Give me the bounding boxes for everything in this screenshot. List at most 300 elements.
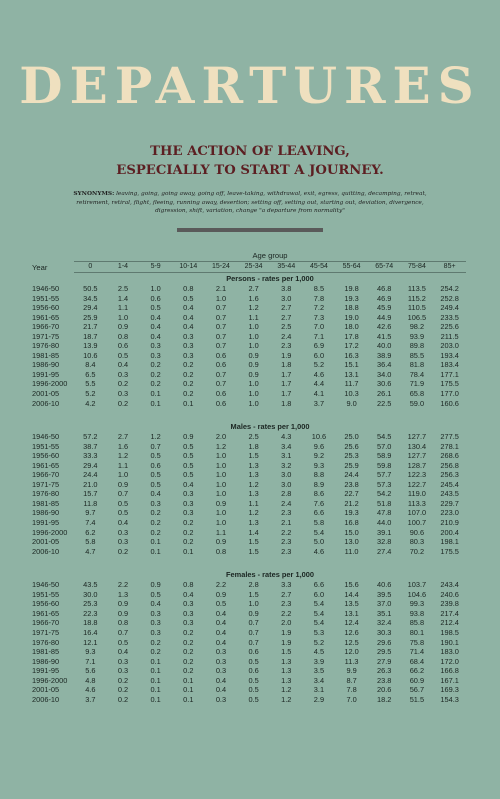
rate-cell: 243.5 bbox=[440, 489, 459, 499]
rate-cell: 0.2 bbox=[117, 694, 129, 704]
rate-cell: 9.6 bbox=[313, 441, 325, 451]
rate-cell: 98.2 bbox=[409, 322, 425, 332]
year-cell: 1981-85 bbox=[32, 498, 60, 508]
rate-cell: 0.2 bbox=[150, 518, 161, 528]
rate-cell: 0.4 bbox=[150, 599, 161, 609]
rate-cell: 4.8 bbox=[85, 675, 96, 685]
rate-cell: 3.8 bbox=[281, 284, 292, 293]
rate-cell: 25.9 bbox=[344, 460, 359, 470]
rate-cell: 3.1 bbox=[313, 685, 325, 695]
rate-cell: 0.3 bbox=[215, 694, 227, 704]
rate-cell: 54.2 bbox=[377, 489, 392, 499]
rate-cell: 0.4 bbox=[183, 312, 194, 322]
rate-cell: 3.5 bbox=[313, 666, 325, 676]
rate-cell: 223.0 bbox=[440, 508, 459, 518]
rate-cell: 17.2 bbox=[344, 341, 359, 351]
rate-cell: 1.0 bbox=[215, 508, 227, 518]
rate-cell: 15.1 bbox=[344, 360, 359, 370]
rate-cell: 39.1 bbox=[377, 527, 392, 537]
rate-cell: 17.8 bbox=[344, 331, 359, 341]
rate-cell: 8.8 bbox=[313, 470, 325, 480]
rate-cell: 19.3 bbox=[344, 293, 359, 303]
rate-cell: 0.7 bbox=[215, 331, 227, 341]
age-group-header-cell: 55-64 bbox=[335, 262, 368, 273]
rate-cell: 8.7 bbox=[346, 675, 357, 685]
rate-cell: 100.7 bbox=[407, 518, 427, 528]
rate-cell: 200.4 bbox=[440, 527, 459, 537]
rate-cell: 0.2 bbox=[183, 647, 194, 657]
year-cell: 2001-05 bbox=[32, 685, 60, 695]
rate-cell: 20.6 bbox=[377, 685, 392, 695]
year-cell: 1976-80 bbox=[32, 489, 60, 499]
rate-cell: 0.9 bbox=[215, 537, 227, 547]
rate-cell: 0.7 bbox=[117, 489, 129, 499]
rate-cell: 0.5 bbox=[183, 451, 194, 461]
table-row bbox=[30, 609, 466, 619]
year-cell: 2001-05 bbox=[32, 389, 60, 399]
rate-cell: 278.1 bbox=[440, 441, 459, 451]
rate-cell: 11.8 bbox=[83, 498, 98, 508]
rate-cell: 10.6 bbox=[311, 432, 327, 442]
rate-cell: 0.1 bbox=[150, 694, 161, 704]
rate-cell: 9.2 bbox=[313, 451, 325, 461]
rate-cell: 26.3 bbox=[377, 666, 392, 676]
table-row bbox=[30, 294, 466, 304]
rate-cell: 239.8 bbox=[440, 599, 459, 609]
section-title-spacer bbox=[30, 421, 74, 432]
table-row bbox=[30, 499, 466, 509]
rate-cell: 1.2 bbox=[281, 694, 292, 704]
rate-cell: 57.7 bbox=[377, 470, 392, 480]
rate-cell: 1.3 bbox=[248, 460, 259, 470]
rate-cell: 0.3 bbox=[117, 656, 129, 666]
rate-cell: 0.4 bbox=[150, 331, 161, 341]
age-group-header-cell: 0 bbox=[74, 262, 107, 273]
rate-cell: 0.9 bbox=[117, 322, 129, 332]
rate-cell: 1.8 bbox=[248, 441, 259, 451]
rate-cell: 122.7 bbox=[407, 479, 427, 489]
rate-cell: 51.5 bbox=[409, 694, 425, 704]
rate-cell: 0.2 bbox=[183, 389, 194, 399]
rate-cell: 2.5 bbox=[248, 432, 259, 442]
table-row bbox=[30, 432, 466, 442]
rate-cell: 0.3 bbox=[215, 656, 227, 666]
rate-cell: 7.0 bbox=[346, 694, 357, 704]
rate-cell: 2.5 bbox=[281, 322, 292, 332]
rate-cell: 0.3 bbox=[150, 498, 161, 508]
rate-cell: 0.5 bbox=[117, 350, 129, 360]
rate-cell: 5.4 bbox=[313, 618, 325, 628]
rate-cell: 30.0 bbox=[83, 589, 98, 599]
section-title: Males - rates per 1,000 bbox=[230, 422, 310, 432]
rate-cell: 122.3 bbox=[407, 470, 427, 480]
table-row bbox=[30, 508, 466, 518]
rate-cell: 1.4 bbox=[248, 527, 259, 537]
rate-cell: 0.9 bbox=[248, 350, 259, 360]
rate-cell: 177.0 bbox=[440, 389, 459, 399]
rate-cell: 1.0 bbox=[215, 451, 227, 461]
rate-cell: 172.0 bbox=[440, 656, 459, 666]
rate-cell: 0.3 bbox=[183, 341, 194, 351]
table-row bbox=[30, 470, 466, 480]
rate-cell: 0.4 bbox=[117, 360, 129, 370]
year-cell: 1951-55 bbox=[32, 293, 60, 303]
section-title: Females - rates per 1,000 bbox=[226, 570, 314, 580]
rate-cell: 0.2 bbox=[150, 379, 161, 389]
rate-cell: 75.8 bbox=[409, 637, 425, 647]
rate-cell: 0.5 bbox=[150, 303, 161, 313]
rate-cell: 210.9 bbox=[440, 518, 459, 528]
rate-cell: 6.6 bbox=[313, 508, 325, 518]
rate-cell: 0.9 bbox=[215, 498, 227, 508]
rate-cell: 0.9 bbox=[117, 608, 129, 618]
rate-cell: 1.9 bbox=[281, 350, 292, 360]
rate-cell: 1.2 bbox=[215, 441, 227, 451]
section-title: Persons - rates per 1,000 bbox=[226, 274, 314, 283]
year-cell: 1971-75 bbox=[32, 479, 60, 489]
table-row bbox=[30, 547, 466, 557]
rate-cell: 0.5 bbox=[150, 470, 161, 480]
rate-cell: 5.8 bbox=[85, 537, 96, 547]
rate-cell: 0.2 bbox=[150, 360, 161, 370]
rate-cell: 240.6 bbox=[440, 589, 459, 599]
rate-cell: 0.3 bbox=[117, 537, 129, 547]
rate-cell: 0.5 bbox=[150, 451, 161, 461]
rate-cell: 47.8 bbox=[377, 508, 392, 518]
rate-cell: 0.8 bbox=[183, 580, 194, 590]
rate-cell: 16.3 bbox=[344, 350, 359, 360]
rate-cell: 7.0 bbox=[313, 322, 325, 332]
rate-cell: 2.2 bbox=[117, 580, 129, 590]
rate-cell: 85.5 bbox=[409, 350, 425, 360]
rate-cell: 3.1 bbox=[281, 451, 292, 461]
rate-cell: 19.8 bbox=[344, 284, 359, 293]
year-cell: 1966-70 bbox=[32, 322, 60, 332]
rate-cell: 107.0 bbox=[407, 508, 427, 518]
rate-cell: 0.1 bbox=[183, 685, 194, 695]
rate-cell: 0.6 bbox=[215, 398, 227, 408]
rate-cell: 6.0 bbox=[313, 350, 325, 360]
rate-cell: 0.7 bbox=[248, 637, 259, 647]
year-cell: 1946-50 bbox=[32, 580, 60, 590]
year-cell: 1956-60 bbox=[32, 599, 60, 609]
rate-cell: 18.8 bbox=[83, 618, 98, 628]
table-row bbox=[30, 322, 466, 332]
rate-cell: 2.7 bbox=[281, 312, 292, 322]
rate-cell: 5.4 bbox=[313, 527, 325, 537]
rate-cell: 1.5 bbox=[248, 451, 259, 461]
rate-cell: 15.0 bbox=[344, 527, 359, 537]
rate-cell: 85.8 bbox=[409, 618, 425, 628]
rate-cell: 0.4 bbox=[215, 618, 227, 628]
rate-cell: 9.9 bbox=[346, 666, 357, 676]
rate-cell: 0.7 bbox=[215, 312, 227, 322]
rate-cell: 8.4 bbox=[85, 360, 96, 370]
rate-cell: 0.4 bbox=[150, 489, 161, 499]
rate-cell: 2.7 bbox=[117, 432, 129, 442]
rate-cell: 4.2 bbox=[85, 398, 96, 408]
rate-cell: 2.0 bbox=[215, 432, 227, 442]
rate-cell: 2.2 bbox=[281, 608, 292, 618]
rate-cell: 3.0 bbox=[281, 293, 292, 303]
rate-cell: 0.9 bbox=[117, 599, 129, 609]
rate-cell: 57.3 bbox=[377, 479, 392, 489]
rate-cell: 4.1 bbox=[313, 389, 325, 399]
rate-cell: 1.0 bbox=[215, 489, 227, 499]
rate-cell: 0.4 bbox=[183, 589, 194, 599]
rate-cell: 198.1 bbox=[440, 537, 459, 547]
rate-cell: 1.3 bbox=[248, 489, 259, 499]
rate-cell: 211.5 bbox=[440, 331, 459, 341]
rate-cell: 0.2 bbox=[117, 398, 129, 408]
rate-cell: 0.2 bbox=[183, 627, 194, 637]
synonyms-paragraph bbox=[62, 190, 438, 216]
section-spacer bbox=[30, 408, 466, 421]
rate-cell: 5.8 bbox=[313, 518, 325, 528]
rate-cell: 1.5 bbox=[248, 589, 259, 599]
table-body bbox=[30, 273, 466, 705]
rate-cell: 2.7 bbox=[248, 284, 259, 293]
rate-cell: 2.7 bbox=[281, 589, 292, 599]
rate-cell: 1.9 bbox=[281, 627, 292, 637]
rate-cell: 1.0 bbox=[117, 470, 129, 480]
rate-cell: 4.3 bbox=[281, 432, 292, 442]
rate-cell: 66.2 bbox=[409, 666, 425, 676]
rate-cell: 6.0 bbox=[313, 589, 325, 599]
table-row bbox=[30, 442, 466, 452]
rate-cell: 10.6 bbox=[83, 350, 98, 360]
rate-cell: 1.2 bbox=[281, 685, 292, 695]
rate-cell: 268.6 bbox=[440, 451, 459, 461]
rate-cell: 0.7 bbox=[248, 618, 259, 628]
rate-cell: 0.3 bbox=[183, 508, 194, 518]
rate-cell: 0.7 bbox=[215, 369, 227, 379]
age-group-header-cell: 25-34 bbox=[237, 262, 270, 273]
rate-cell: 3.7 bbox=[313, 398, 325, 408]
year-cell: 1996-2000 bbox=[32, 675, 68, 685]
rate-cell: 1.3 bbox=[248, 470, 259, 480]
year-cell: 2001-05 bbox=[32, 537, 60, 547]
rate-cell: 0.2 bbox=[117, 379, 129, 389]
rate-cell: 12.1 bbox=[83, 637, 98, 647]
age-group-header-cell: 45-54 bbox=[303, 262, 336, 273]
rate-cell: 0.5 bbox=[150, 479, 161, 489]
rate-cell: 16.8 bbox=[344, 518, 359, 528]
rate-cell: 1.5 bbox=[248, 546, 259, 556]
table-row bbox=[30, 580, 466, 590]
table-row bbox=[30, 360, 466, 370]
rate-cell: 90.6 bbox=[409, 527, 425, 537]
rate-cell: 43.5 bbox=[83, 580, 98, 590]
year-cell: 1996-2000 bbox=[32, 379, 68, 389]
section-title-row bbox=[30, 569, 466, 580]
rate-cell: 3.0 bbox=[281, 470, 292, 480]
rate-cell: 0.3 bbox=[183, 608, 194, 618]
rate-cell: 3.4 bbox=[281, 441, 292, 451]
rate-cell: 11.7 bbox=[344, 379, 359, 389]
rate-cell: 0.5 bbox=[248, 685, 259, 695]
rate-cell: 0.3 bbox=[117, 369, 129, 379]
rate-cell: 0.5 bbox=[183, 460, 194, 470]
rate-cell: 0.6 bbox=[117, 341, 129, 351]
rate-cell: 44.9 bbox=[377, 312, 392, 322]
rate-cell: 1.0 bbox=[248, 389, 259, 399]
rate-cell: 15.7 bbox=[83, 489, 98, 499]
rate-cell: 1.0 bbox=[248, 398, 259, 408]
rate-cell: 9.0 bbox=[346, 398, 357, 408]
rate-cell: 1.2 bbox=[117, 451, 129, 461]
rate-cell: 6.6 bbox=[313, 580, 325, 590]
rate-cell: 4.7 bbox=[85, 546, 96, 556]
rate-cell: 0.7 bbox=[117, 627, 129, 637]
rate-cell: 190.1 bbox=[440, 637, 459, 647]
table-row bbox=[30, 379, 466, 389]
year-cell: 1991-95 bbox=[32, 369, 60, 379]
rate-cell: 203.0 bbox=[440, 341, 459, 351]
rate-cell: 0.3 bbox=[150, 341, 161, 351]
rate-cell: 7.8 bbox=[346, 685, 357, 695]
rate-cell: 7.2 bbox=[313, 303, 325, 313]
rate-cell: 0.7 bbox=[248, 627, 259, 637]
year-cell: 2006-10 bbox=[32, 694, 60, 704]
rate-cell: 1.3 bbox=[281, 666, 292, 676]
rate-cell: 1.2 bbox=[248, 479, 259, 489]
rate-cell: 0.6 bbox=[215, 360, 227, 370]
rate-cell: 34.0 bbox=[377, 369, 392, 379]
rate-cell: 5.4 bbox=[313, 608, 325, 618]
rate-cell: 0.7 bbox=[215, 379, 227, 389]
rate-cell: 9.3 bbox=[313, 460, 325, 470]
rate-cell: 30.6 bbox=[377, 379, 392, 389]
rate-cell: 0.8 bbox=[215, 546, 227, 556]
rate-cell: 80.3 bbox=[409, 537, 425, 547]
rate-cell: 104.6 bbox=[407, 589, 427, 599]
rate-cell: 21.2 bbox=[344, 498, 359, 508]
rate-cell: 175.5 bbox=[440, 379, 459, 389]
table-row bbox=[30, 313, 466, 323]
rate-cell: 1.0 bbox=[248, 331, 259, 341]
table-row bbox=[30, 351, 466, 361]
rate-cell: 2.3 bbox=[281, 341, 292, 351]
year-cell: 1991-95 bbox=[32, 518, 60, 528]
rate-cell: 1.2 bbox=[248, 303, 259, 313]
rate-cell: 160.6 bbox=[440, 398, 459, 408]
rate-cell: 7.4 bbox=[85, 518, 96, 528]
rate-cell: 0.9 bbox=[215, 589, 227, 599]
rate-cell: 21.7 bbox=[83, 322, 98, 332]
year-cell: 1981-85 bbox=[32, 647, 60, 657]
rate-cell: 177.1 bbox=[440, 369, 459, 379]
rate-cell: 0.4 bbox=[183, 322, 194, 332]
rate-cell: 0.3 bbox=[117, 666, 129, 676]
table-row bbox=[30, 303, 466, 313]
rate-cell: 0.5 bbox=[215, 599, 227, 609]
rate-cell: 0.6 bbox=[248, 647, 259, 657]
rate-cell: 1.2 bbox=[150, 432, 161, 442]
year-cell: 1971-75 bbox=[32, 627, 60, 637]
rate-cell: 22.7 bbox=[344, 489, 359, 499]
rate-cell: 5.2 bbox=[313, 360, 325, 370]
rate-cell: 1.4 bbox=[117, 293, 129, 303]
rate-cell: 0.3 bbox=[117, 389, 129, 399]
rate-cell: 0.6 bbox=[215, 389, 227, 399]
synonyms-text: leaving, going, going away, going off, leave-taking, withdrawal, exit, egress, quitting, decamping, retreat, retirement, retiral, flight, fleeing, running away, desertion; setting off, setting out, starting out, deviation, divergence, digression, shift, variation, change "a departure from normality" bbox=[76, 191, 427, 215]
rate-cell: 0.9 bbox=[183, 432, 194, 442]
rate-cell: 41.5 bbox=[377, 331, 392, 341]
rate-cell: 1.3 bbox=[117, 589, 129, 599]
rate-cell: 103.7 bbox=[407, 580, 427, 590]
spacer-cell bbox=[30, 556, 466, 569]
rate-cell: 277.5 bbox=[440, 432, 459, 442]
section-title-spacer bbox=[30, 273, 74, 285]
rate-cell: 5.4 bbox=[313, 599, 325, 609]
rate-cell: 0.3 bbox=[150, 618, 161, 628]
rate-cell: 40.0 bbox=[377, 341, 392, 351]
rate-cell: 252.8 bbox=[440, 293, 459, 303]
rate-cell: 2.1 bbox=[281, 518, 292, 528]
rate-cell: 2.1 bbox=[215, 284, 227, 293]
rate-cell: 32.4 bbox=[377, 618, 392, 628]
rate-cell: 0.4 bbox=[117, 518, 129, 528]
rate-cell: 60.9 bbox=[409, 675, 425, 685]
rate-cell: 2.0 bbox=[281, 618, 292, 628]
rate-cell: 23.8 bbox=[344, 479, 359, 489]
rate-cell: 6.5 bbox=[85, 369, 96, 379]
year-cell: 2006-10 bbox=[32, 546, 60, 556]
table-row bbox=[30, 618, 466, 628]
rate-cell: 44.0 bbox=[377, 518, 392, 528]
rate-cell: 16.4 bbox=[83, 627, 98, 637]
rate-cell: 1.7 bbox=[281, 369, 292, 379]
rate-cell: 46.8 bbox=[377, 284, 392, 293]
rate-cell: 12.6 bbox=[344, 627, 359, 637]
rate-cell: 1.3 bbox=[281, 656, 292, 666]
rate-cell: 27.9 bbox=[377, 656, 392, 666]
rate-cell: 42.6 bbox=[377, 322, 392, 332]
rate-cell: 2.9 bbox=[313, 694, 325, 704]
rate-cell: 99.3 bbox=[409, 599, 425, 609]
section-title-row bbox=[30, 421, 466, 432]
rate-cell: 93.9 bbox=[409, 331, 425, 341]
age-group-header-cell: 65-74 bbox=[368, 262, 401, 273]
rate-cell: 1.0 bbox=[215, 518, 227, 528]
year-cell: 1976-80 bbox=[32, 637, 60, 647]
rate-cell: 0.3 bbox=[150, 627, 161, 637]
table-row bbox=[30, 332, 466, 342]
rate-cell: 2.3 bbox=[281, 546, 292, 556]
rate-cell: 11.0 bbox=[344, 546, 359, 556]
rate-cell: 78.4 bbox=[409, 369, 425, 379]
rate-cell: 0.3 bbox=[183, 350, 194, 360]
age-group-header-cell: 75-84 bbox=[401, 262, 434, 273]
rate-cell: 0.7 bbox=[215, 303, 227, 313]
rate-cell: 167.1 bbox=[440, 675, 459, 685]
rate-cell: 5.6 bbox=[85, 666, 96, 676]
year-cell: 1986-90 bbox=[32, 508, 60, 518]
rate-cell: 93.8 bbox=[409, 608, 425, 618]
rate-cell: 0.1 bbox=[150, 685, 161, 695]
rate-cell: 1.7 bbox=[281, 379, 292, 389]
rate-cell: 51.8 bbox=[377, 498, 392, 508]
rate-cell: 18.7 bbox=[83, 331, 98, 341]
year-cell: 1946-50 bbox=[32, 432, 60, 442]
rate-cell: 233.5 bbox=[440, 312, 459, 322]
rate-cell: 1.3 bbox=[281, 675, 292, 685]
rate-cell: 3.2 bbox=[281, 460, 292, 470]
rate-cell: 56.7 bbox=[409, 685, 425, 695]
rate-cell: 32.8 bbox=[377, 537, 392, 547]
table-row bbox=[30, 638, 466, 648]
